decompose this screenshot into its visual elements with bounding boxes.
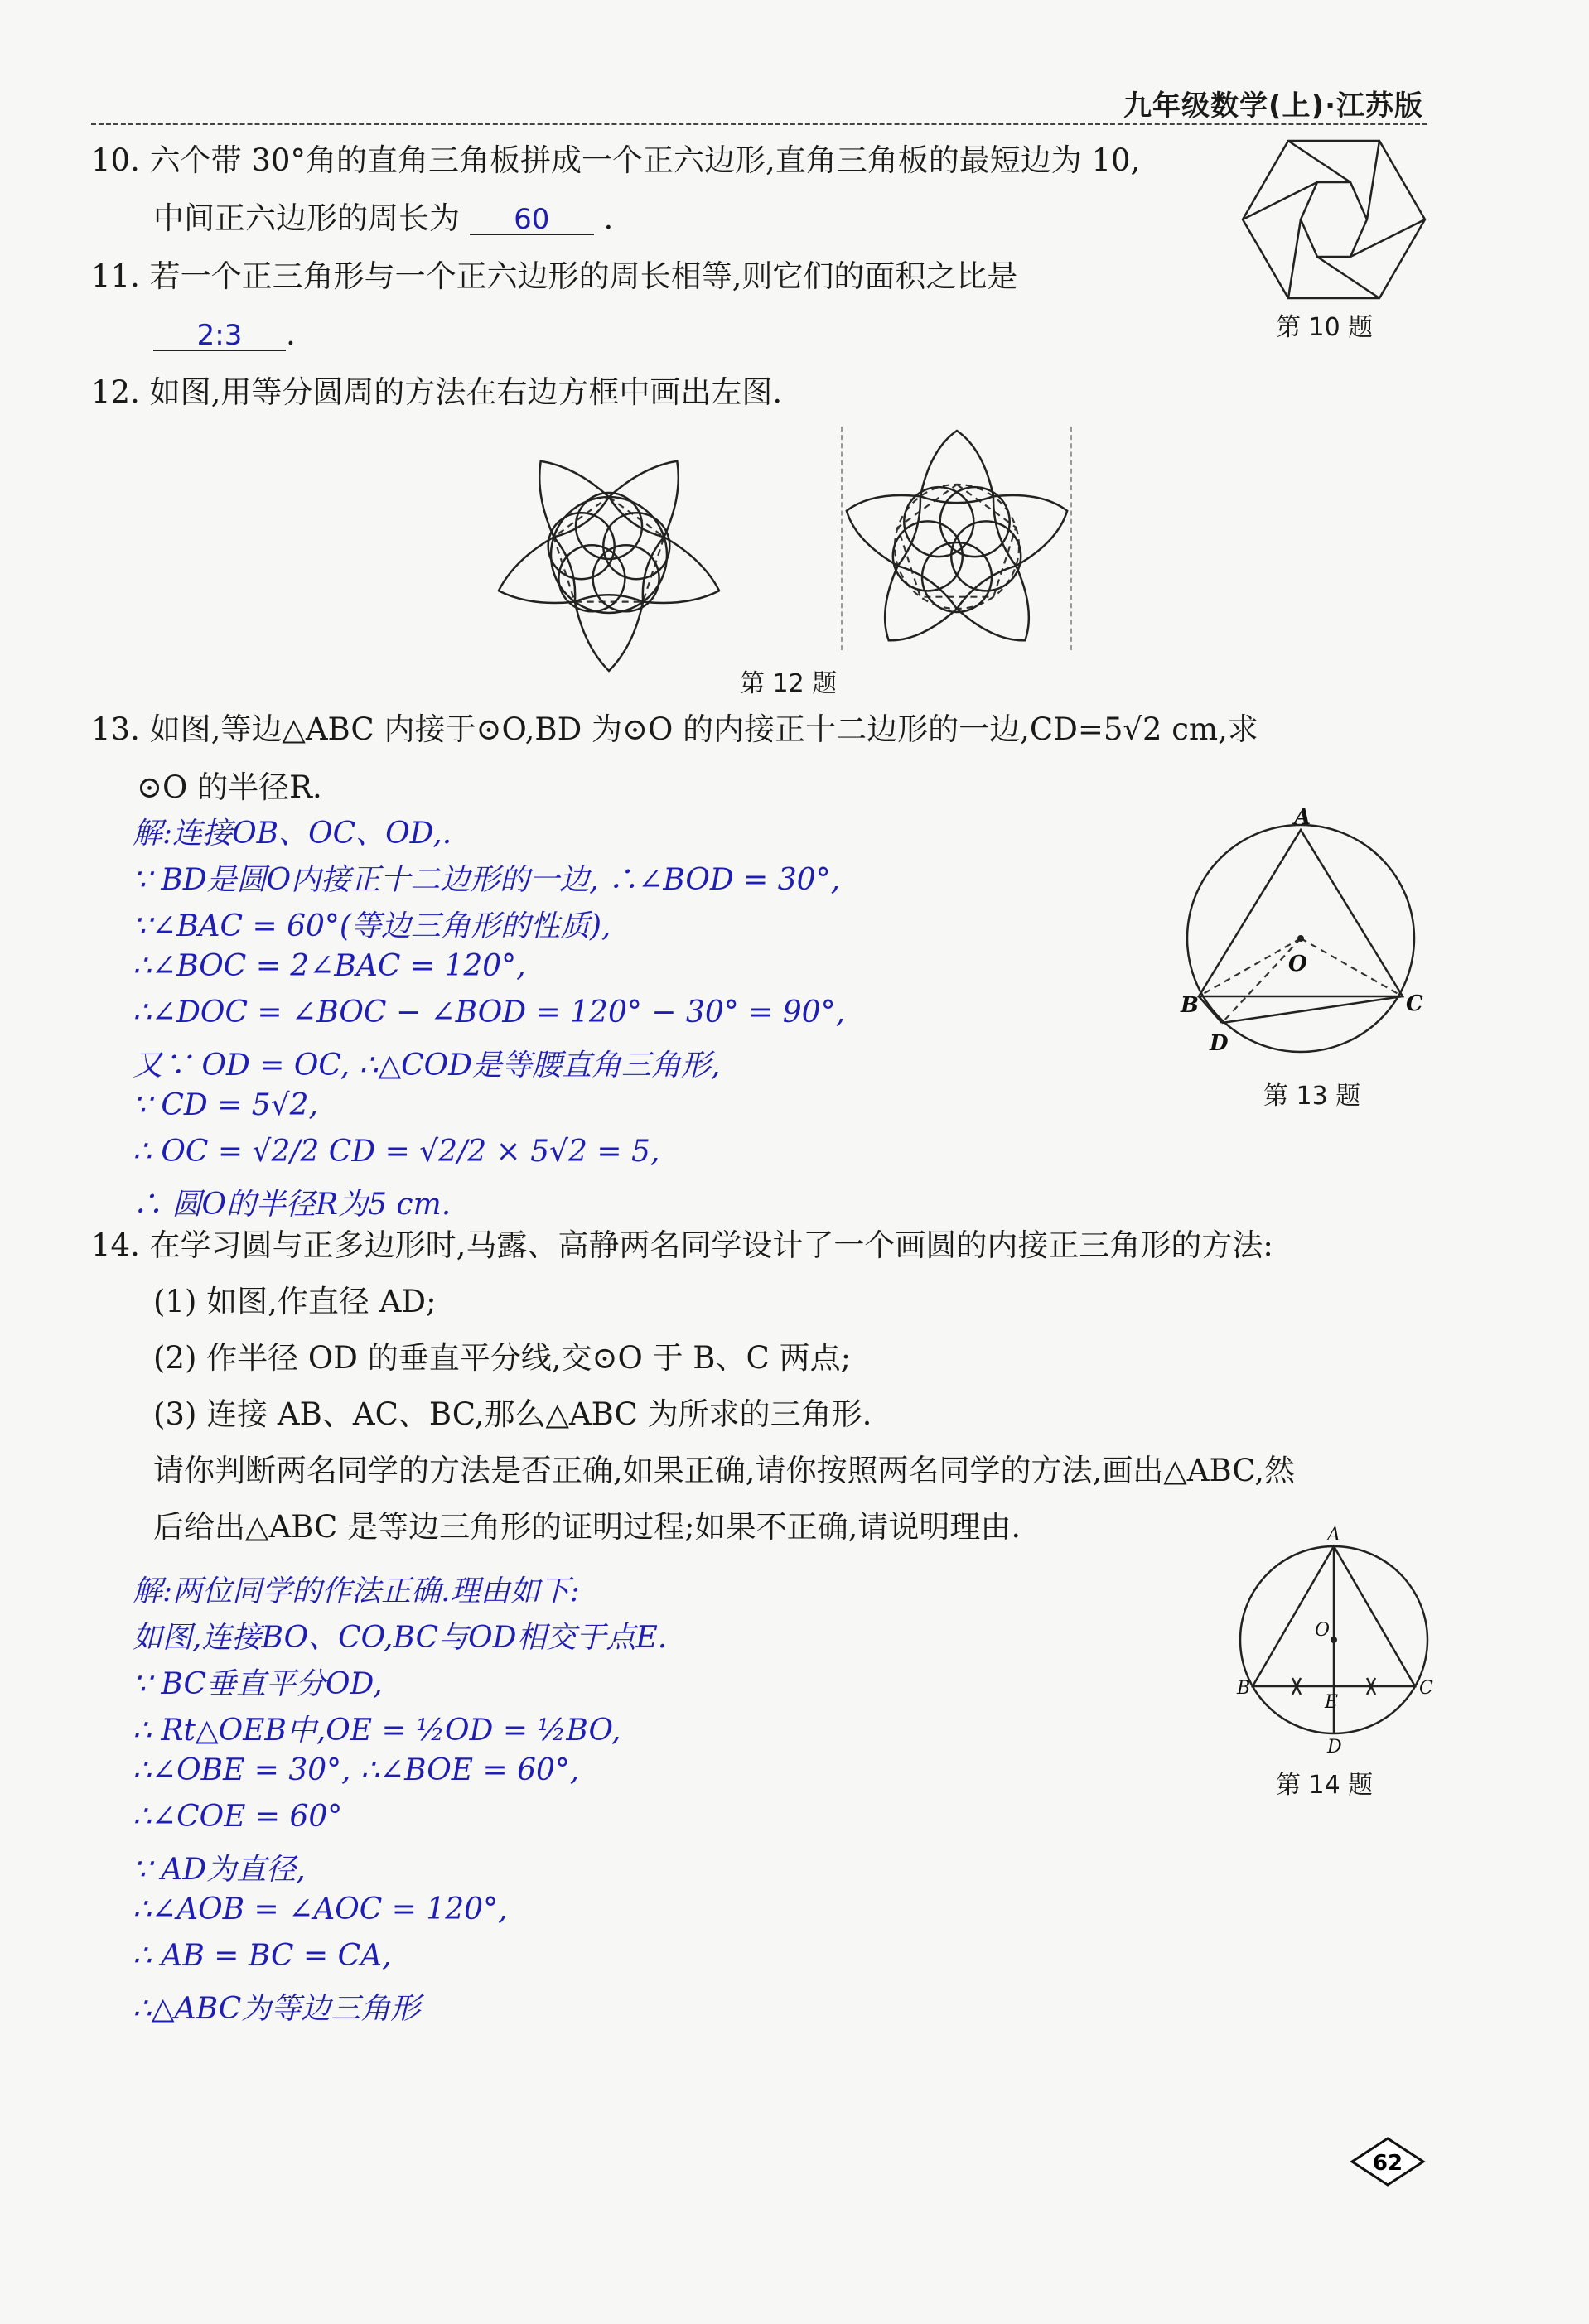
q13-solution-line: ∵∠BAC = 60°(等边三角形的性质), xyxy=(133,909,611,943)
center-point xyxy=(1297,935,1304,942)
q13-line2: ⊙O 的半径R. xyxy=(137,769,322,805)
inner-circles xyxy=(893,487,1021,612)
inner-circle xyxy=(922,542,992,612)
header-divider xyxy=(91,123,1427,125)
q11-answer: 2:3 xyxy=(196,319,243,352)
q10-line2-pre: 中间正六边形的周长为 xyxy=(153,200,460,236)
q14-line1: 14. 在学习圆与正多边形时,马露、高静两名同学设计了一个画圆的内接正三角形的方法: xyxy=(91,1227,1273,1263)
inner-hexagon xyxy=(1301,182,1367,257)
q14-solution-line: ∵ AD为直径, xyxy=(133,1853,306,1887)
label-b: B xyxy=(1237,1678,1251,1699)
segment-ob xyxy=(1199,938,1301,996)
q14-step1: (1) 如图,作直径 AD; xyxy=(153,1284,437,1319)
triangle-edge xyxy=(1317,257,1379,298)
q13-solution-line: ∵ BD是圆O内接正十二边形的一边, ∴∠BOD = 30°, xyxy=(133,863,841,897)
q14-solution-line: ∴ AB = BC = CA, xyxy=(133,1939,392,1973)
inner-circle xyxy=(904,487,973,557)
q14-question-line1: 请你判断两名同学的方法是否正确,如果正确,请你按照两名同学的方法,画出△ABC,然 xyxy=(153,1453,1296,1488)
petal xyxy=(605,441,704,543)
petal xyxy=(513,441,612,543)
q13-solution-line: 又∵ OD = OC, ∴△COD是等腰直角三角形, xyxy=(133,1049,721,1082)
q14-solution-line: 如图,连接BO、CO,BC与OD相交于点E. xyxy=(133,1621,668,1655)
q10-line2-post: . xyxy=(603,200,614,236)
q14-solution-line: ∴∠COE = 60° xyxy=(133,1800,343,1834)
q11-answer-blank xyxy=(153,319,286,351)
label-b: B xyxy=(1181,993,1199,1018)
petal xyxy=(953,561,1055,662)
q13-line1: 13. 如图,等边△ABC 内接于⊙O,BD 为⊙O 的内接正十二边形的一边,CD=5√2 cm,求 xyxy=(91,711,1258,747)
petals xyxy=(488,441,730,671)
q14-step3: (3) 连接 AB、AC、BC,那么△ABC 为所求的三角形. xyxy=(153,1396,872,1432)
q10-hexagon-figure xyxy=(1243,137,1425,302)
label-d: D xyxy=(1327,1737,1342,1757)
q11-line1: 11. 若一个正三角形与一个正六边形的周长相等,则它们的面积之比是 xyxy=(91,258,1018,294)
q13-caption: 第 13 题 xyxy=(1263,1082,1361,1111)
label-d: D xyxy=(1210,1031,1229,1056)
q13-solution-line: ∴ 圆O的半径R为5 cm. xyxy=(133,1188,452,1222)
q13-solution-line: ∴∠BOC = 2∠BAC = 120°, xyxy=(133,949,526,983)
q10-line2 xyxy=(153,200,614,236)
petal xyxy=(988,476,1079,568)
segment-dc xyxy=(1222,996,1403,1023)
label-c: C xyxy=(1419,1678,1433,1699)
q12-caption: 第 12 题 xyxy=(740,669,838,698)
triangle-edge xyxy=(1288,219,1301,298)
q10-answer-blank xyxy=(470,203,594,235)
q14-solution-line: ∴ Rt△OEB中,OE = ½OD = ½BO, xyxy=(133,1714,621,1748)
petal xyxy=(488,535,582,624)
q14-circle-figure xyxy=(1230,1516,1446,1756)
page-number: 62 xyxy=(1372,2151,1403,2176)
outer-hexagon xyxy=(1243,141,1425,298)
q14-solution-line: ∴∠AOB = ∠AOC = 120°, xyxy=(133,1892,508,1926)
q14-question-line2: 后给出△ABC 是等边三角形的证明过程;如果不正确,请说明理由. xyxy=(153,1509,1022,1545)
segment-oc xyxy=(1301,938,1403,996)
q10-answer: 60 xyxy=(514,203,550,236)
label-e: E xyxy=(1325,1692,1339,1713)
q13-solution-line: 解:连接OB、OC、OD,. xyxy=(133,817,452,851)
q14-step2: (2) 作半径 OD 的垂直平分线,交⊙O 于 B、C 两点; xyxy=(153,1340,852,1376)
petal xyxy=(859,561,961,662)
q12-left-flower-figure xyxy=(497,443,721,667)
q13-solution xyxy=(133,810,845,1227)
label-c: C xyxy=(1406,991,1423,1016)
q13-solution-line: ∴ OC = √2/2 CD = √2/2 × 5√2 = 5, xyxy=(133,1135,660,1169)
q14-caption: 第 14 题 xyxy=(1276,1771,1374,1800)
q12-right-flower-figure xyxy=(845,431,1069,654)
center-point xyxy=(1331,1637,1337,1643)
petal xyxy=(636,535,730,624)
label-a: A xyxy=(1294,805,1311,830)
petals xyxy=(835,431,1079,662)
triangle-edge xyxy=(1367,141,1379,219)
q12-line1: 12. 如图,用等分圆周的方法在右边方框中画出左图. xyxy=(91,374,783,410)
label-o: O xyxy=(1288,952,1307,976)
segment-bd xyxy=(1199,996,1222,1023)
label-a: A xyxy=(1327,1525,1340,1545)
q14-solution-line: ∴∠OBE = 30°, ∴∠BOE = 60°, xyxy=(133,1753,580,1787)
q13-circle-figure xyxy=(1181,805,1423,1060)
page-header-title: 九年级数学(上)·江苏版 xyxy=(1123,89,1423,123)
q13-solution-line: ∴∠DOC = ∠BOC − ∠BOD = 120° − 30° = 90°, xyxy=(133,996,846,1029)
petal xyxy=(835,476,926,568)
q14-solution xyxy=(133,1568,667,2032)
q10-line1: 10. 六个带 30°角的直角三角板拼成一个正六边形,直角三角板的最短边为 10, xyxy=(91,142,1141,178)
q14-solution-line: ∴△ABC为等边三角形 xyxy=(133,1992,421,2026)
page-number-badge xyxy=(1350,2137,1425,2187)
q11-post: . xyxy=(286,316,296,352)
q10-caption: 第 10 题 xyxy=(1276,313,1374,342)
q14-solution-line: ∵ BC垂直平分OD, xyxy=(133,1667,383,1701)
triangle-edge xyxy=(1288,141,1350,182)
label-o: O xyxy=(1315,1620,1331,1641)
q14-solution-line: 解:两位同学的作法正确.理由如下: xyxy=(133,1574,580,1608)
inner-circle xyxy=(940,487,1010,557)
q13-solution-line: ∵ CD = 5√2, xyxy=(133,1088,318,1122)
q11-line2 xyxy=(153,316,296,352)
